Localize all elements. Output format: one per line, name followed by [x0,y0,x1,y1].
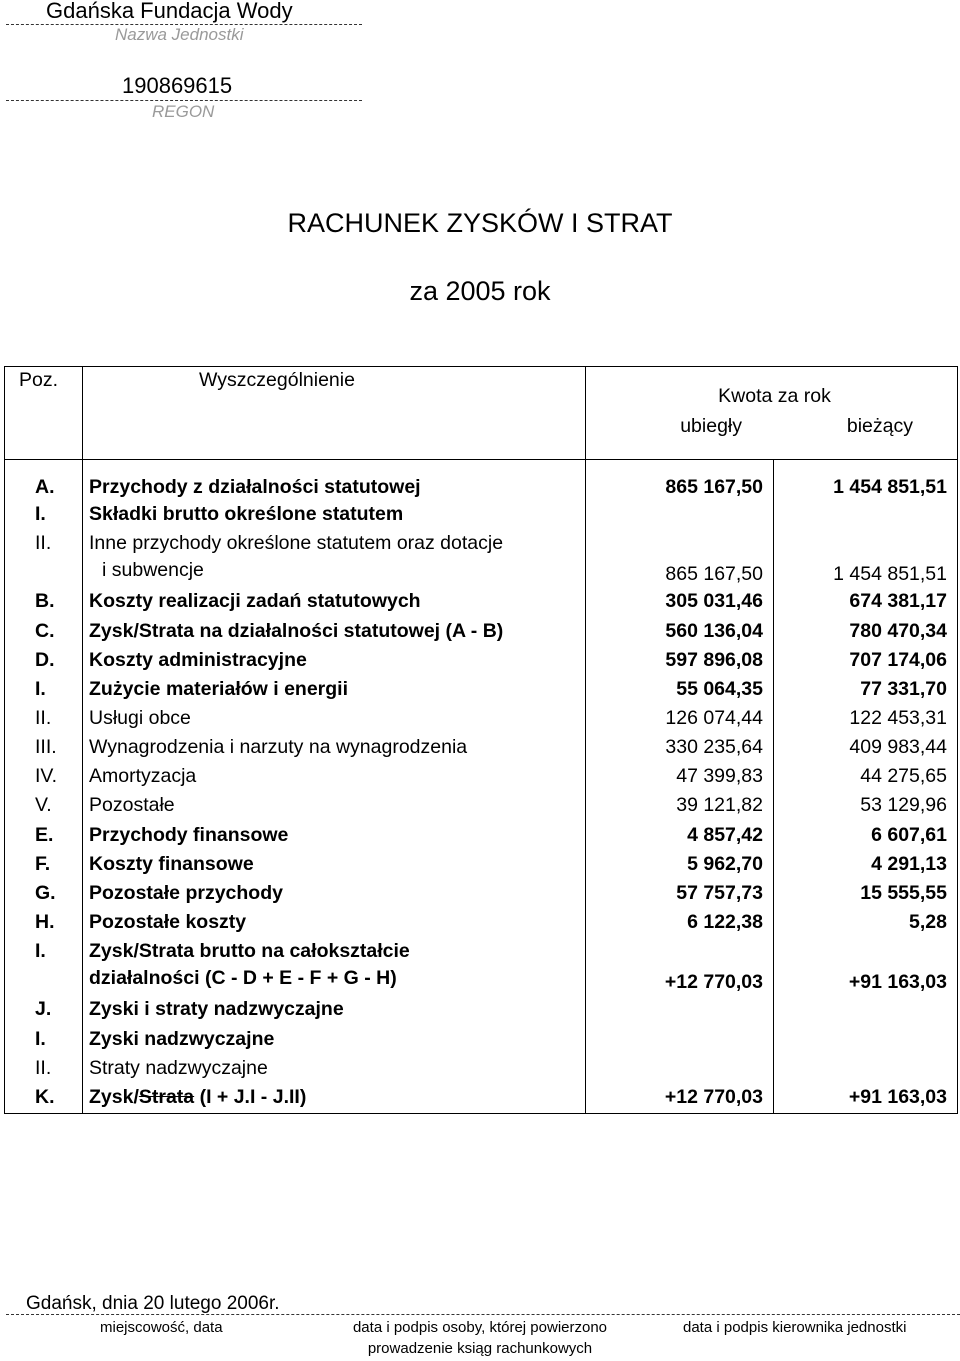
caption-place-date: miejscowość, data [100,1319,223,1336]
row-value-prev-year: 55 064,35 [586,676,774,705]
table-row [5,792,958,821]
row-label-line: działalności (C - D + E - F + G - H) [89,967,397,990]
row-position: F. [5,851,83,880]
row-label [83,647,586,676]
row-value-current-year: 780 470,34 [774,618,958,647]
table-row [5,909,958,938]
row-label [83,705,586,734]
row-value-prev-year: 47 399,83 [586,763,774,792]
row-label-line: Amortyzacja [89,765,197,788]
spacer-cell [83,1113,586,1114]
row-value-prev-year: 865 167,50 [586,460,774,502]
caption-head-of-unit: data i podpis kierownika jednostki [683,1319,907,1336]
row-position: G. [5,880,83,909]
document-subtitle: za 2005 rok [409,276,551,306]
table-row [5,705,958,734]
unit-name-line [6,24,362,25]
row-value-prev-year [586,996,774,1025]
row-value-prev-year [586,501,774,530]
row-value-prev-year: 126 074,44 [586,705,774,734]
table-row [5,588,958,617]
table-row [5,1084,958,1113]
row-value-current-year: 674 381,17 [774,588,958,617]
row-value-current-year: 44 275,65 [774,763,958,792]
row-value-prev-year [586,1055,774,1084]
row-value-prev-year: 5 962,70 [586,851,774,880]
table-row [5,460,958,502]
row-value-current-year: 4 291,13 [774,851,958,880]
row-label-line: Składki brutto określone statutem [89,503,404,525]
spacer-cell [586,1113,774,1114]
table-row [5,996,958,1025]
row-label-struck: Strata [138,1085,195,1108]
row-value-current-year: 1 454 851,51 [774,530,958,588]
row-label [83,734,586,763]
row-label [83,676,586,705]
row-label [83,763,586,792]
row-value-current-year: +91 163,03 [774,1084,958,1113]
row-label [83,1084,586,1113]
table-row [5,1055,958,1084]
row-value-current-year: 5,28 [774,909,958,938]
unit-name-caption: Nazwa Jednostki [115,25,244,44]
caption-bookkeeper-2: prowadzenie ksiąg rachunkowych [367,1340,593,1357]
row-position: D. [5,647,83,676]
table-row [5,938,958,996]
row-value-prev-year: 865 167,50 [586,530,774,588]
row-label-line: Przychody finansowe [89,823,289,846]
row-label-line: Wynagrodzenia i narzuty na wynagrodzenia [89,736,468,759]
spacer-cell [5,1113,83,1114]
row-label-line: Usługi obce [89,706,191,729]
row-position: H. [5,909,83,938]
col-header-prev-year: ubiegły [680,415,742,437]
row-position: C. [5,618,83,647]
regon-caption: REGON [152,102,215,121]
row-label-line: Zużycie materiałów i energii [89,677,349,700]
row-label [83,530,586,588]
row-value-prev-year [586,1026,774,1055]
row-label-line: Zysk/Strata na działalności statutowej (A - B) [89,619,504,642]
row-label-line: Koszty administracyjne [89,648,307,671]
regon-value: 190869615 [122,73,233,98]
row-label-line: Przychody z działalności statutowej [89,476,421,498]
row-position: IV. [5,763,83,792]
unit-name: Gdańska Fundacja Wody [46,0,293,23]
row-value-current-year: 707 174,06 [774,647,958,676]
row-label-line: Straty nadzwyczajne [89,1056,268,1079]
table-bottom-spacer [5,1113,958,1114]
row-value-prev-year: 305 031,46 [586,588,774,617]
row-label [83,909,586,938]
col-header-years [586,411,957,441]
row-label [83,460,586,502]
row-position: A. [5,460,83,502]
col-header-amount [586,367,958,460]
row-label-line: Pozostałe przychody [89,881,283,904]
row-label-part: Zysk/ [89,1085,139,1108]
row-value-prev-year: 560 136,04 [586,618,774,647]
row-value-current-year: +91 163,03 [774,938,958,996]
table-row [5,618,958,647]
table-row [5,530,958,588]
row-position: III. [5,734,83,763]
row-label-line: i subwencje [102,559,204,582]
row-label-line: Zyski i straty nadzwyczajne [89,998,344,1021]
row-value-current-year: 53 129,96 [774,792,958,821]
row-label [83,851,586,880]
col-header-amount-label: Kwota za rok [718,385,831,407]
row-label-part: (I + J.I - J.II) [194,1085,307,1108]
row-label [83,618,586,647]
table-row [5,501,958,530]
row-label [83,996,586,1025]
row-value-current-year: 15 555,55 [774,880,958,909]
row-label [83,938,586,996]
spacer-cell [774,1113,958,1114]
row-value-prev-year: 39 121,82 [586,792,774,821]
row-value-prev-year: 6 122,38 [586,909,774,938]
table-row [5,647,958,676]
row-value-prev-year: 330 235,64 [586,734,774,763]
row-value-current-year [774,501,958,530]
col-header-poz: Poz. [5,367,83,460]
row-position: K. [5,1084,83,1113]
row-label [83,1026,586,1055]
row-position: E. [5,822,83,851]
row-value-current-year [774,996,958,1025]
row-value-prev-year: +12 770,03 [586,1084,774,1113]
row-value-prev-year: 597 896,08 [586,647,774,676]
table-row [5,880,958,909]
row-value-current-year: 409 983,44 [774,734,958,763]
row-value-prev-year: 57 757,73 [586,880,774,909]
row-label [83,880,586,909]
table-row [5,763,958,792]
row-position: I. [5,938,83,996]
regon-line [6,100,362,101]
row-label-line: Pozostałe koszty [89,910,247,933]
row-position: II. [5,530,83,588]
row-label [83,792,586,821]
document-title: RACHUNEK ZYSKÓW I STRAT [287,208,673,238]
row-label-line: Pozostałe [89,794,175,817]
place-and-date: Gdańsk, dnia 20 lutego 2006r. [26,1293,280,1314]
row-position: II. [5,1055,83,1084]
col-header-description: Wyszczególnienie [83,367,586,460]
row-value-current-year: 122 453,31 [774,705,958,734]
col-header-current-year: bieżący [846,415,913,437]
row-position: J. [5,996,83,1025]
row-position: I. [5,1026,83,1055]
table-header-row [5,367,958,460]
row-position: I. [5,501,83,530]
row-value-current-year [774,1055,958,1084]
row-value-prev-year: 4 857,42 [586,822,774,851]
row-label-line: Zysk/Strata brutto na całokształcie [89,940,410,963]
row-label-line: Koszty realizacji zadań statutowych [89,590,421,613]
table-row [5,822,958,851]
row-label-line: Zyski nadzwyczajne [89,1027,275,1050]
signature-line [6,1314,960,1315]
row-value-current-year: 1 454 851,51 [774,460,958,502]
row-value-current-year: 6 607,61 [774,822,958,851]
row-label-line: Koszty finansowe [89,852,254,875]
row-position: II. [5,705,83,734]
row-label [83,588,586,617]
caption-bookkeeper-1: data i podpis osoby, której powierzono [352,1319,608,1336]
row-position: I. [5,676,83,705]
row-position: V. [5,792,83,821]
row-label [83,822,586,851]
row-label [83,1055,586,1084]
row-position: B. [5,588,83,617]
table-row [5,851,958,880]
row-label [83,501,586,530]
row-value-current-year [774,1026,958,1055]
row-value-prev-year: +12 770,03 [586,938,774,996]
income-statement-table [4,366,958,1114]
row-value-current-year: 77 331,70 [774,676,958,705]
table-row [5,734,958,763]
table-row [5,1026,958,1055]
table-row [5,676,958,705]
row-label-line: Inne przychody określone statutem oraz dotacje [89,532,504,555]
